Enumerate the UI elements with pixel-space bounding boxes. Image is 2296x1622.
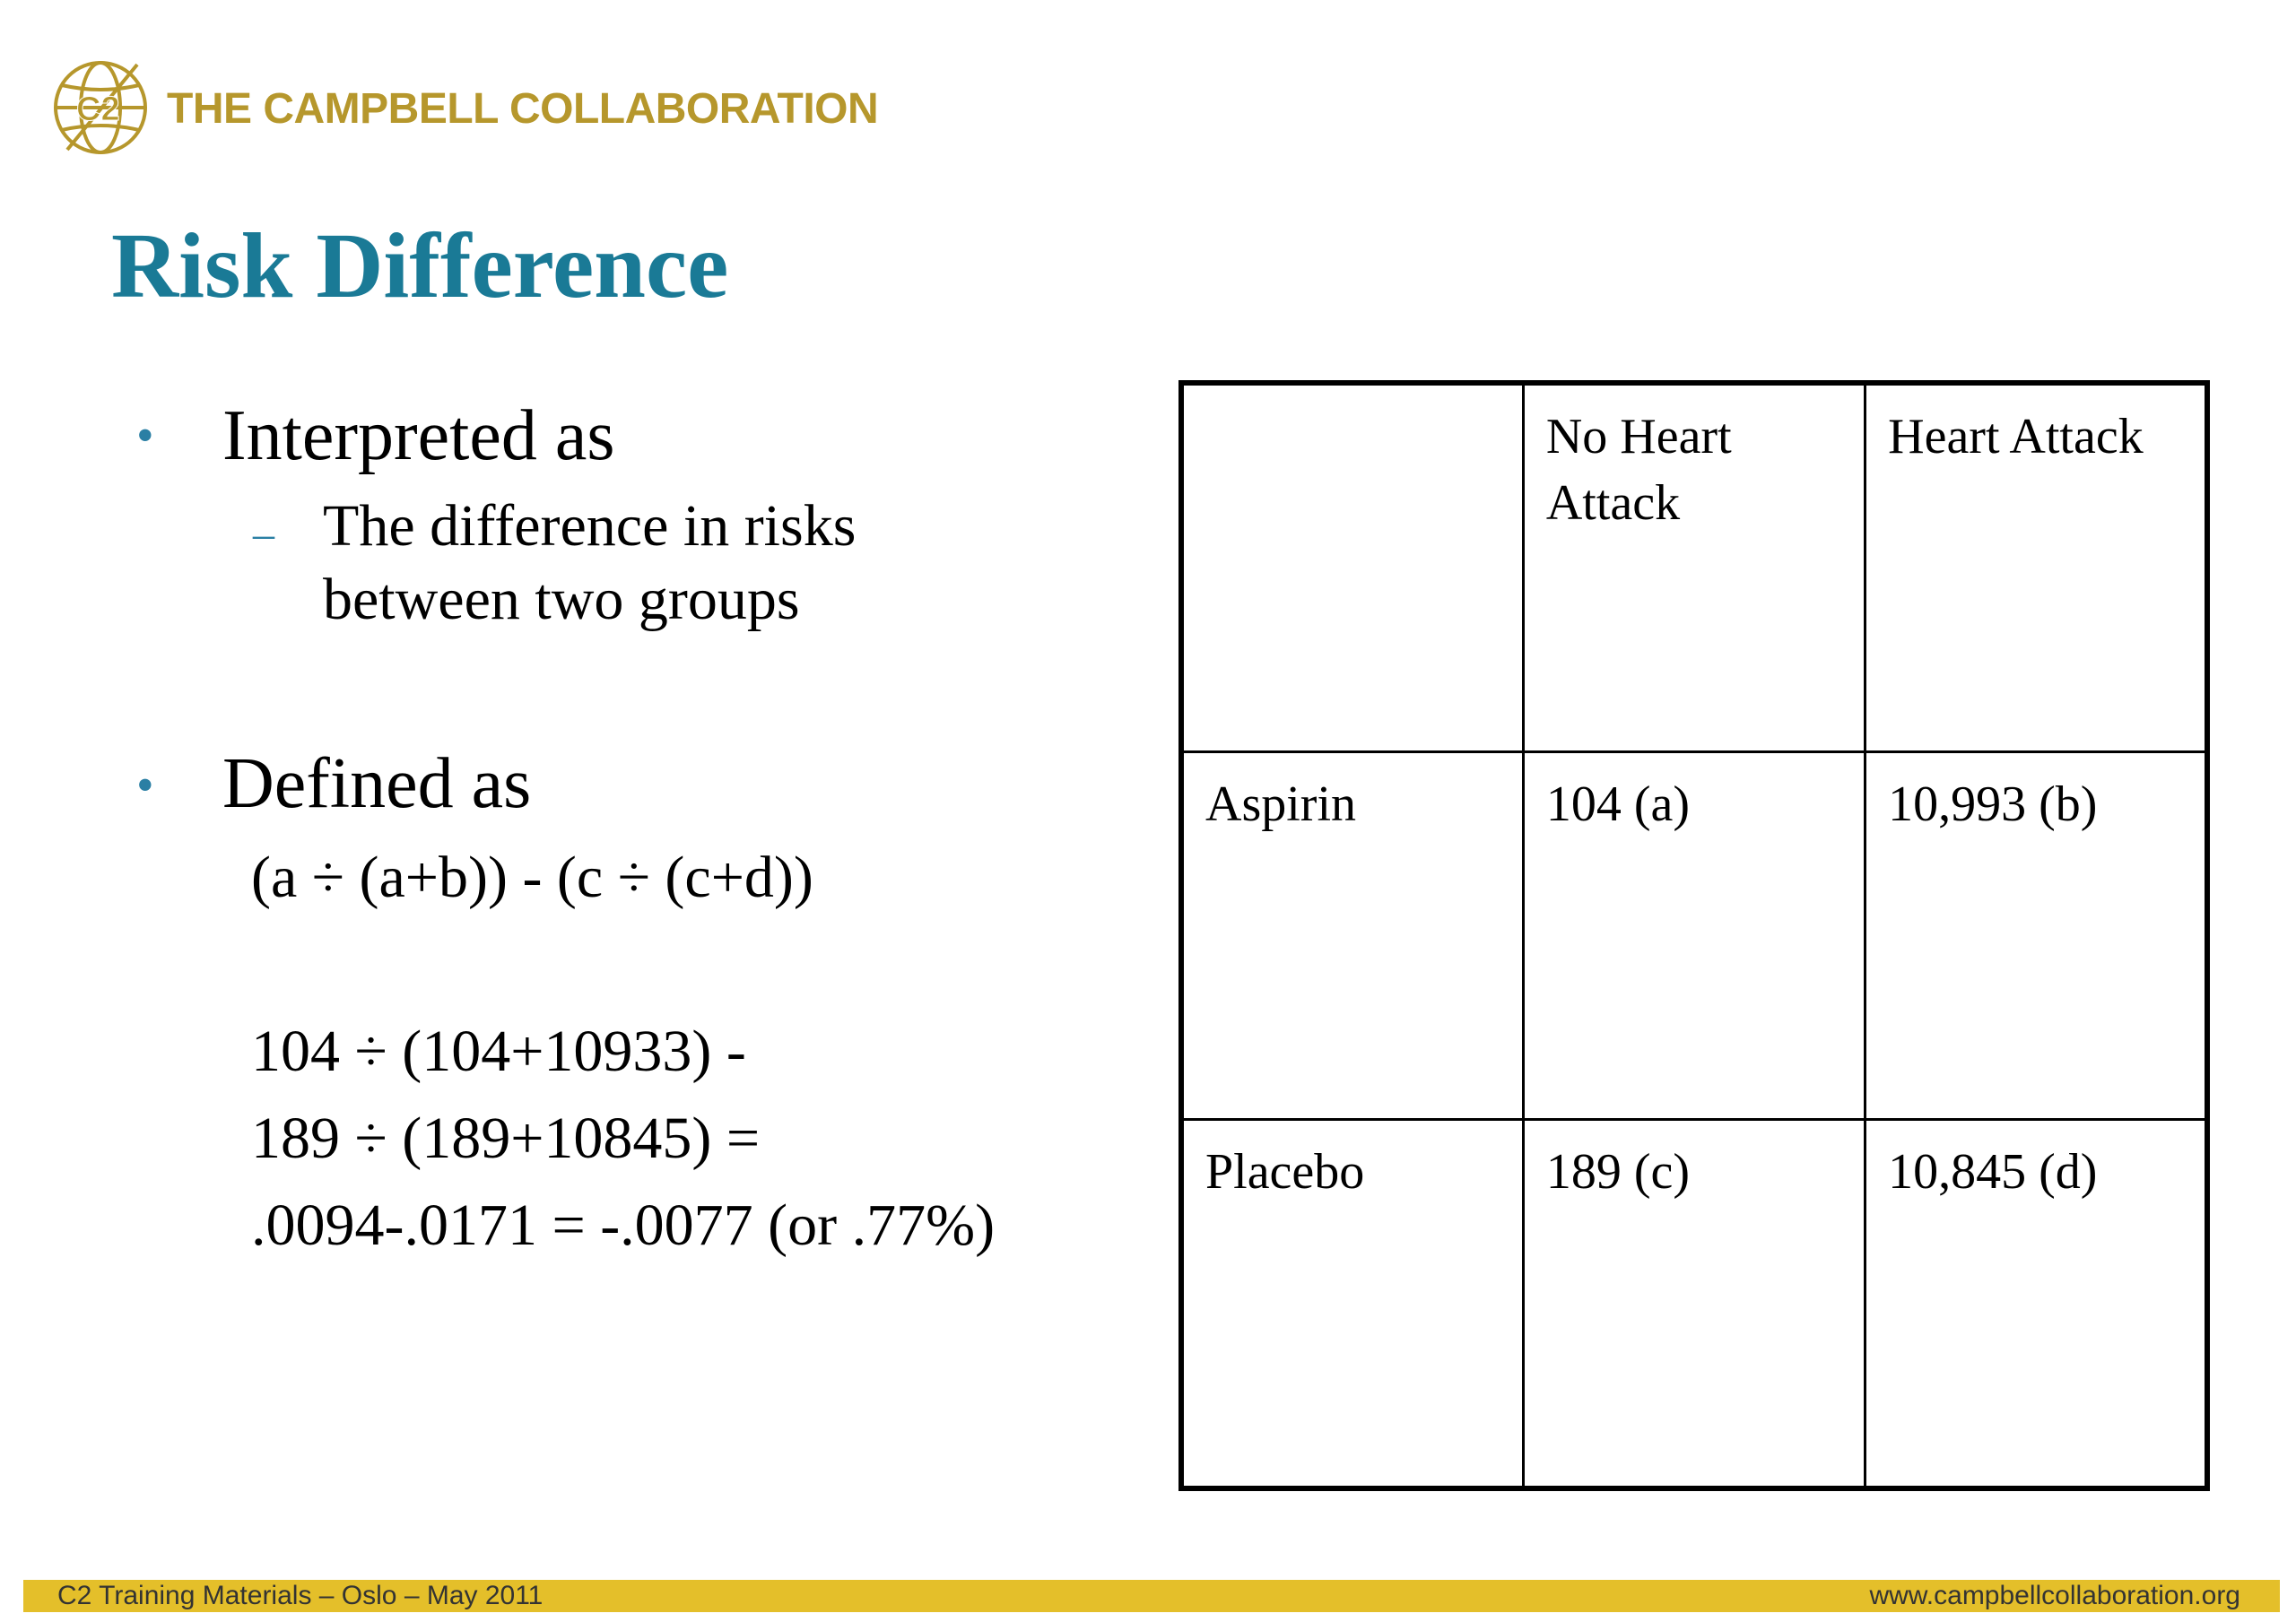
bullet-interpreted: Interpreted as bbox=[222, 396, 615, 475]
bullet-defined: Defined as bbox=[222, 744, 532, 823]
table-row bbox=[1181, 1120, 2207, 1489]
globe-icon bbox=[49, 56, 152, 163]
contingency-table bbox=[1178, 380, 2210, 1491]
page-title: Risk Difference bbox=[111, 214, 729, 317]
table-header-cell: No Heart Attack bbox=[1523, 383, 1865, 752]
calculation bbox=[251, 1008, 995, 1269]
table-row bbox=[1181, 752, 2207, 1120]
logo-text: C2 bbox=[76, 91, 120, 128]
table-header-cell: Heart Attack bbox=[1866, 383, 2207, 752]
table-cell: 189 (c) bbox=[1523, 1120, 1865, 1489]
calc-line-3: .0094-.0171 = -.0077 (or .77%) bbox=[251, 1193, 996, 1258]
table-row-label: Placebo bbox=[1181, 1120, 1523, 1489]
calc-line-2: 189 ÷ (189+10845) = bbox=[251, 1106, 761, 1171]
table-cell: 10,845 (d) bbox=[1866, 1120, 2207, 1489]
bullet-dot: • bbox=[136, 408, 154, 464]
footer-bar bbox=[23, 1580, 2280, 1612]
bullet-dot: • bbox=[136, 758, 154, 813]
table-cell: 10,993 (b) bbox=[1866, 752, 2207, 1120]
table-row-label: Aspirin bbox=[1181, 752, 1523, 1120]
footer-url: www.campbellcollaboration.org bbox=[1869, 1581, 2240, 1610]
org-name: THE CAMPBELL COLLABORATION bbox=[167, 85, 879, 133]
footer-left-text: C2 Training Materials – Oslo – May 2011 bbox=[57, 1581, 544, 1610]
sub-bullet-line-2: between two groups bbox=[323, 567, 800, 632]
table-header-cell bbox=[1181, 383, 1523, 752]
table-header-row bbox=[1181, 383, 2207, 752]
sub-bullet-line-1: The difference in risks bbox=[323, 493, 857, 559]
formula: (a ÷ (a+b)) - (c ÷ (c+d)) bbox=[251, 845, 813, 910]
table-cell: 104 (a) bbox=[1523, 752, 1865, 1120]
sub-bullet-dash: – bbox=[253, 510, 274, 558]
calc-line-1: 104 ÷ (104+10933) - bbox=[251, 1019, 746, 1084]
